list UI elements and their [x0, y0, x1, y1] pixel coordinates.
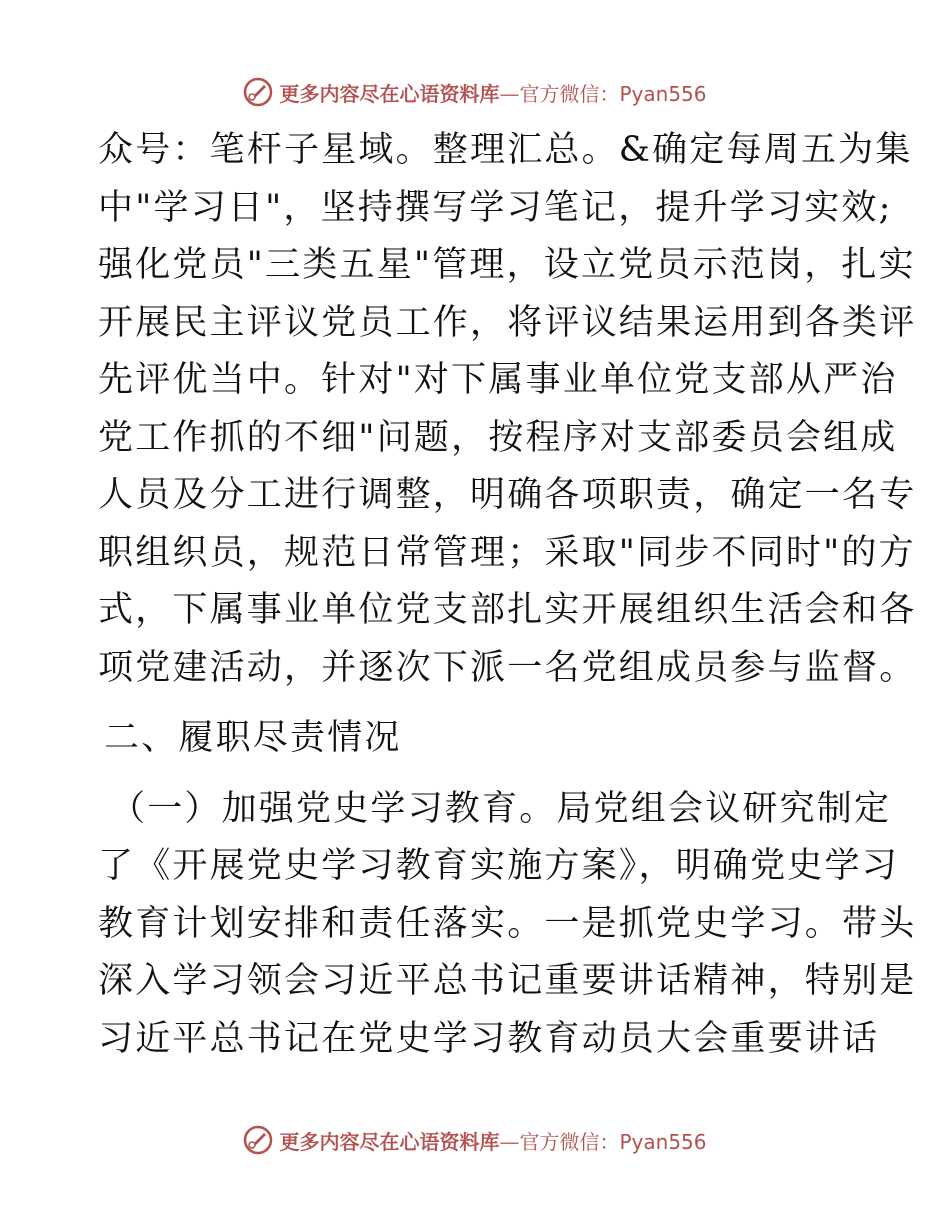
banner-main: 更多内容尽在心语资料库	[279, 1129, 500, 1154]
text-line: 众号：笔杆子星域。整理汇总。&确定每周五为集	[98, 130, 913, 170]
text-line: 开展民主评议党员工作，将评议结果运用到各类评	[98, 302, 917, 343]
text-line: （一）加强党史学习教育。局党组会议研究制定	[110, 788, 892, 829]
text-line: 党工作抓的不细"问题，按程序对支部委员会组成	[98, 417, 898, 458]
quill-seal-logo-icon	[243, 1125, 273, 1155]
document-body	[98, 122, 917, 1068]
footer-banner	[0, 1120, 950, 1160]
banner-official: 官方微信：	[519, 1129, 620, 1154]
paragraph-2	[98, 781, 917, 1069]
quill-seal-logo-icon	[243, 77, 273, 107]
banner-separator: —	[499, 1129, 520, 1154]
text-line: 职组织员，规范日常管理；采取"同步不同时"的方	[98, 532, 916, 573]
text-line: 习近平总书记在党史学习教育动员大会重要讲话	[98, 1018, 880, 1059]
text-line: 人员及分工进行调整，明确各项职责，确定一名专	[98, 475, 917, 515]
text-line: 了《开展党史学习教育实施方案》，明确党史学习	[98, 846, 899, 886]
text-line: 强化党员"三类五星"管理，设立党员示范岗，扎实	[98, 245, 916, 285]
paragraph-1	[98, 122, 917, 697]
banner-text	[279, 1126, 706, 1155]
text-line: 深入学习领会习近平总书记重要讲话精神，特别是	[98, 961, 917, 1001]
text-line: 式，下属事业单位党支部扎实开展组织生活会和各	[98, 590, 917, 630]
section-heading: 二、履职尽责情况	[104, 718, 402, 758]
text-line: 中"学习日"，坚持撰写学习笔记，提升学习实效;	[98, 187, 893, 228]
text-line: 先评优当中。针对"对下属事业单位党支部从严治	[98, 360, 898, 400]
text-line: 项党建活动，并逐次下派一名党组成员参与监督。	[98, 647, 917, 688]
banner-official: 官方微信：	[519, 81, 620, 106]
banner-text	[279, 78, 706, 107]
banner-separator: —	[499, 81, 520, 106]
banner-wechat-id: Pyan556	[619, 81, 707, 106]
banner-main: 更多内容尽在心语资料库	[279, 81, 500, 106]
header-banner	[0, 72, 950, 112]
text-line: 教育计划安排和责任落实。一是抓党史学习。带头	[98, 903, 917, 944]
banner-wechat-id: Pyan556	[619, 1129, 707, 1154]
